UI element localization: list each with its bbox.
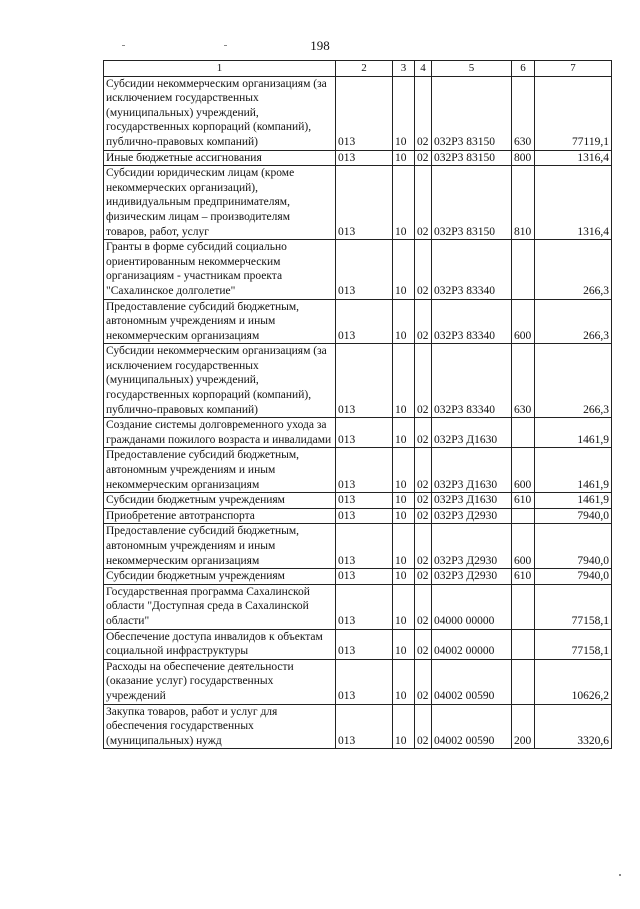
scan-speck	[122, 45, 125, 46]
row-csr: 032Р3 Д2930	[432, 569, 512, 585]
row-vr	[512, 584, 535, 629]
column-header: 2	[336, 61, 393, 77]
row-sum: 77158,1	[535, 629, 612, 659]
row-ved: 013	[336, 150, 393, 166]
row-name: Предоставление субсидий бюджетным, автономным учреждениям и иным некоммерческим организациям	[104, 524, 336, 569]
row-pr: 02	[415, 629, 432, 659]
column-header: 3	[393, 61, 415, 77]
row-rz: 10	[393, 569, 415, 585]
row-rz: 10	[393, 584, 415, 629]
table-row	[104, 448, 612, 493]
table-row	[104, 76, 612, 150]
row-pr: 02	[415, 418, 432, 448]
row-vr: 600	[512, 299, 535, 344]
row-pr: 02	[415, 76, 432, 150]
page-number: 198	[310, 38, 330, 53]
budget-table	[103, 60, 612, 749]
row-rz: 10	[393, 524, 415, 569]
row-pr: 02	[415, 344, 432, 418]
row-sum: 1461,9	[535, 448, 612, 493]
row-vr: 630	[512, 76, 535, 150]
row-csr: 032Р3 Д2930	[432, 524, 512, 569]
row-pr: 02	[415, 240, 432, 299]
row-ved: 013	[336, 629, 393, 659]
row-ved: 013	[336, 166, 393, 240]
row-sum: 1461,9	[535, 493, 612, 509]
row-sum: 7940,0	[535, 508, 612, 524]
row-vr: 200	[512, 704, 535, 749]
row-pr: 02	[415, 584, 432, 629]
row-rz: 10	[393, 704, 415, 749]
row-ved: 013	[336, 448, 393, 493]
row-csr: 04000 00000	[432, 584, 512, 629]
table-row	[104, 166, 612, 240]
table-row	[104, 524, 612, 569]
row-ved: 013	[336, 344, 393, 418]
row-sum: 266,3	[535, 240, 612, 299]
row-vr: 610	[512, 493, 535, 509]
header-row	[104, 61, 612, 77]
row-ved: 013	[336, 76, 393, 150]
row-sum: 7940,0	[535, 569, 612, 585]
row-vr: 810	[512, 166, 535, 240]
row-rz: 10	[393, 508, 415, 524]
column-header: 5	[432, 61, 512, 77]
row-name: Предоставление субсидий бюджетным, автономным учреждениям и иным некоммерческим организациям	[104, 299, 336, 344]
row-name: Гранты в форме субсидий социально ориентированным некоммерческим организациям - участникам проекта "Сахалинское долголетие"	[104, 240, 336, 299]
row-name: Создание системы долговременного ухода за гражданами пожилого возраста и инвалидами	[104, 418, 336, 448]
row-name: Обеспечение доступа инвалидов к объектам социальной инфраструктуры	[104, 629, 336, 659]
scan-speck	[224, 45, 227, 46]
row-vr	[512, 659, 535, 704]
row-pr: 02	[415, 150, 432, 166]
row-name: Государственная программа Сахалинской области "Доступная среда в Сахалинской области"	[104, 584, 336, 629]
row-rz: 10	[393, 299, 415, 344]
row-csr: 032Р3 83340	[432, 299, 512, 344]
row-name: Иные бюджетные ассигнования	[104, 150, 336, 166]
scan-speck	[619, 874, 621, 876]
row-csr: 032Р3 Д1630	[432, 418, 512, 448]
row-pr: 02	[415, 299, 432, 344]
row-ved: 013	[336, 508, 393, 524]
table-row	[104, 344, 612, 418]
row-rz: 10	[393, 166, 415, 240]
row-rz: 10	[393, 659, 415, 704]
row-vr	[512, 508, 535, 524]
row-name: Предоставление субсидий бюджетным, автономным учреждениям и иным некоммерческим организациям	[104, 448, 336, 493]
row-pr: 02	[415, 524, 432, 569]
row-sum: 77119,1	[535, 76, 612, 150]
row-csr: 032Р3 83340	[432, 344, 512, 418]
row-sum: 10626,2	[535, 659, 612, 704]
row-pr: 02	[415, 166, 432, 240]
row-csr: 032Р3 83150	[432, 166, 512, 240]
row-vr: 600	[512, 448, 535, 493]
row-csr: 04002 00590	[432, 659, 512, 704]
row-rz: 10	[393, 493, 415, 509]
table-row	[104, 704, 612, 749]
row-ved: 013	[336, 240, 393, 299]
row-sum: 77158,1	[535, 584, 612, 629]
row-sum: 266,3	[535, 344, 612, 418]
row-name: Субсидии юридическим лицам (кроме некоммерческих организаций), индивидуальным предпринимателям, физическим лицам – производителям товаров, работ, услуг	[104, 166, 336, 240]
table-row	[104, 299, 612, 344]
table-row	[104, 584, 612, 629]
row-vr: 600	[512, 524, 535, 569]
row-pr: 02	[415, 448, 432, 493]
row-name: Расходы на обеспечение деятельности (оказание услуг) государственных учреждений	[104, 659, 336, 704]
table-row	[104, 629, 612, 659]
row-csr: 032Р3 Д1630	[432, 493, 512, 509]
row-pr: 02	[415, 569, 432, 585]
table-row	[104, 659, 612, 704]
row-csr: 04002 00000	[432, 629, 512, 659]
row-pr: 02	[415, 704, 432, 749]
row-csr: 032Р3 83150	[432, 76, 512, 150]
table-row	[104, 493, 612, 509]
row-name: Приобретение автотранспорта	[104, 508, 336, 524]
row-csr: 04002 00590	[432, 704, 512, 749]
table-row	[104, 418, 612, 448]
row-rz: 10	[393, 344, 415, 418]
row-name: Субсидии бюджетным учреждениям	[104, 569, 336, 585]
table-row	[104, 569, 612, 585]
row-ved: 013	[336, 704, 393, 749]
table-row	[104, 508, 612, 524]
column-header: 7	[535, 61, 612, 77]
row-pr: 02	[415, 508, 432, 524]
row-sum: 1461,9	[535, 418, 612, 448]
row-rz: 10	[393, 240, 415, 299]
row-ved: 013	[336, 569, 393, 585]
row-name: Субсидии некоммерческим организациям (за исключением государственных (муниципальных) учреждений, государственных корпораций (компаний), публично-правовых компаний)	[104, 344, 336, 418]
row-sum: 3320,6	[535, 704, 612, 749]
row-ved: 013	[336, 659, 393, 704]
row-ved: 013	[336, 524, 393, 569]
row-vr: 630	[512, 344, 535, 418]
row-name: Закупка товаров, работ и услуг для обеспечения государственных (муниципальных) нужд	[104, 704, 336, 749]
row-ved: 013	[336, 418, 393, 448]
row-rz: 10	[393, 76, 415, 150]
row-ved: 013	[336, 493, 393, 509]
row-vr	[512, 629, 535, 659]
row-sum: 7940,0	[535, 524, 612, 569]
row-sum: 266,3	[535, 299, 612, 344]
row-csr: 032Р3 83340	[432, 240, 512, 299]
row-rz: 10	[393, 629, 415, 659]
row-pr: 02	[415, 493, 432, 509]
row-rz: 10	[393, 150, 415, 166]
row-name: Субсидии некоммерческим организациям (за исключением государственных (муниципальных) учреждений, государственных корпораций (компаний), публично-правовых компаний)	[104, 76, 336, 150]
column-header: 6	[512, 61, 535, 77]
row-pr: 02	[415, 659, 432, 704]
row-csr: 032Р3 Д1630	[432, 448, 512, 493]
row-name: Субсидии бюджетным учреждениям	[104, 493, 336, 509]
row-rz: 10	[393, 448, 415, 493]
row-vr	[512, 240, 535, 299]
row-csr: 032Р3 83150	[432, 150, 512, 166]
column-header: 1	[104, 61, 336, 77]
column-header: 4	[415, 61, 432, 77]
row-ved: 013	[336, 299, 393, 344]
row-ved: 013	[336, 584, 393, 629]
row-vr: 800	[512, 150, 535, 166]
row-csr: 032Р3 Д2930	[432, 508, 512, 524]
table-row	[104, 240, 612, 299]
row-rz: 10	[393, 418, 415, 448]
row-vr	[512, 418, 535, 448]
row-sum: 1316,4	[535, 166, 612, 240]
table-row	[104, 150, 612, 166]
row-vr: 610	[512, 569, 535, 585]
row-sum: 1316,4	[535, 150, 612, 166]
